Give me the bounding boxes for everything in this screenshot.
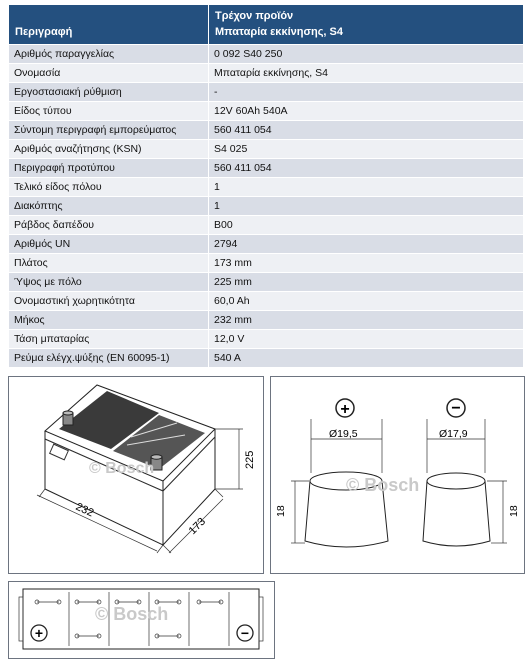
spec-label: Αριθμός UN <box>9 235 209 254</box>
terminal-watermark: © Bosch <box>346 475 420 495</box>
spec-label: Αριθμός παραγγελίας <box>9 45 209 64</box>
spec-row <box>9 178 524 197</box>
spec-header-row <box>9 5 524 45</box>
negative-diameter: Ø17,9 <box>439 428 468 440</box>
layout-rim-left <box>19 597 23 641</box>
battery-watermark: © Bosch <box>89 460 155 477</box>
dim-length-label: 232 <box>73 500 96 520</box>
spec-value: S4 025 <box>209 140 524 159</box>
header-current-product-title: Τρέχον προϊόν <box>215 10 294 22</box>
header-product-name: Μπαταρία εκκίνησης, S4 <box>215 26 343 38</box>
spec-row <box>9 254 524 273</box>
spec-label: Εργοστασιακή ρύθμιση <box>9 83 209 102</box>
header-current-product <box>209 5 524 45</box>
spec-label: Ονομασία <box>9 64 209 83</box>
terminal-dimension-drawing <box>270 376 525 574</box>
dim-length-line <box>37 495 157 551</box>
spec-row <box>9 349 524 368</box>
spec-row <box>9 235 524 254</box>
battery-dimension-drawing <box>8 376 264 574</box>
negative-post-top <box>427 473 485 489</box>
spec-value: 560 411 054 <box>209 159 524 178</box>
spec-value: 232 mm <box>209 311 524 330</box>
spec-label: Μήκος <box>9 311 209 330</box>
dim-width-ext-right <box>215 489 223 497</box>
spec-label: Τάση μπαταρίας <box>9 330 209 349</box>
terminal-top-front <box>151 455 162 459</box>
layout-rim-right <box>259 597 263 641</box>
layout-drawing-svg <box>9 582 274 658</box>
spec-value: Μπαταρία εκκίνησης, S4 <box>209 64 524 83</box>
negative-post-body <box>423 481 490 546</box>
spec-row <box>9 311 524 330</box>
spec-value: 1 <box>209 178 524 197</box>
layout-top-view-drawing <box>8 581 275 659</box>
spec-label: Πλάτος <box>9 254 209 273</box>
spec-row <box>9 197 524 216</box>
spec-value: B00 <box>209 216 524 235</box>
dim-length-ext-left <box>39 489 45 497</box>
spec-label: Ράβδος δαπέδου <box>9 216 209 235</box>
spec-row <box>9 216 524 235</box>
spec-value: 60,0 Ah <box>209 292 524 311</box>
spec-row <box>9 140 524 159</box>
spec-value: - <box>209 83 524 102</box>
dim-length-ext-right <box>157 545 163 553</box>
spec-row <box>9 273 524 292</box>
spec-row <box>9 64 524 83</box>
spec-label: Ρεύμα ελέγχ.ψύξης (EN 60095-1) <box>9 349 209 368</box>
spec-label: Αριθμός αναζήτησης (KSN) <box>9 140 209 159</box>
positive-diameter: Ø19,5 <box>329 428 358 440</box>
spec-value: 540 A <box>209 349 524 368</box>
negative-height: 18 <box>508 505 520 517</box>
header-description: Περιγραφή <box>9 5 209 45</box>
layout-watermark: © Bosch <box>95 604 169 624</box>
spec-value: 0 092 S40 250 <box>209 45 524 64</box>
battery-drawing-svg <box>9 377 263 573</box>
spec-label: Είδος τύπου <box>9 102 209 121</box>
terminal-top-back <box>63 411 73 415</box>
front-handle <box>50 444 69 460</box>
spec-row <box>9 102 524 121</box>
spec-label: Ύψος με πόλο <box>9 273 209 292</box>
layout-positive-symbol: + <box>34 625 44 641</box>
spec-row <box>9 121 524 140</box>
spec-table <box>8 4 524 368</box>
layout-negative-symbol: − <box>240 625 250 641</box>
spec-row <box>9 83 524 102</box>
spec-table-body <box>9 45 524 368</box>
spec-value: 560 411 054 <box>209 121 524 140</box>
spec-value: 12V 60Ah 540A <box>209 102 524 121</box>
spec-label: Διακόπτης <box>9 197 209 216</box>
dim-width-label: 173 <box>186 515 209 538</box>
spec-value: 225 mm <box>209 273 524 292</box>
spec-label: Τελικό είδος πόλου <box>9 178 209 197</box>
spec-row <box>9 159 524 178</box>
spec-label: Περιγραφή προτύπου <box>9 159 209 178</box>
spec-value: 1 <box>209 197 524 216</box>
spec-row <box>9 45 524 64</box>
terminal-drawing-svg <box>271 377 524 573</box>
spec-label: Σύντομη περιγραφή εμπορεύματος <box>9 121 209 140</box>
positive-height: 18 <box>275 505 287 517</box>
dim-height-label: 225 <box>244 450 256 469</box>
negative-symbol: − <box>451 400 461 417</box>
positive-symbol: + <box>340 401 350 418</box>
spec-label: Ονομαστική χωρητικότητα <box>9 292 209 311</box>
spec-value: 2794 <box>209 235 524 254</box>
spec-row <box>9 330 524 349</box>
spec-value: 12,0 V <box>209 330 524 349</box>
spec-value: 173 mm <box>209 254 524 273</box>
spec-row <box>9 292 524 311</box>
